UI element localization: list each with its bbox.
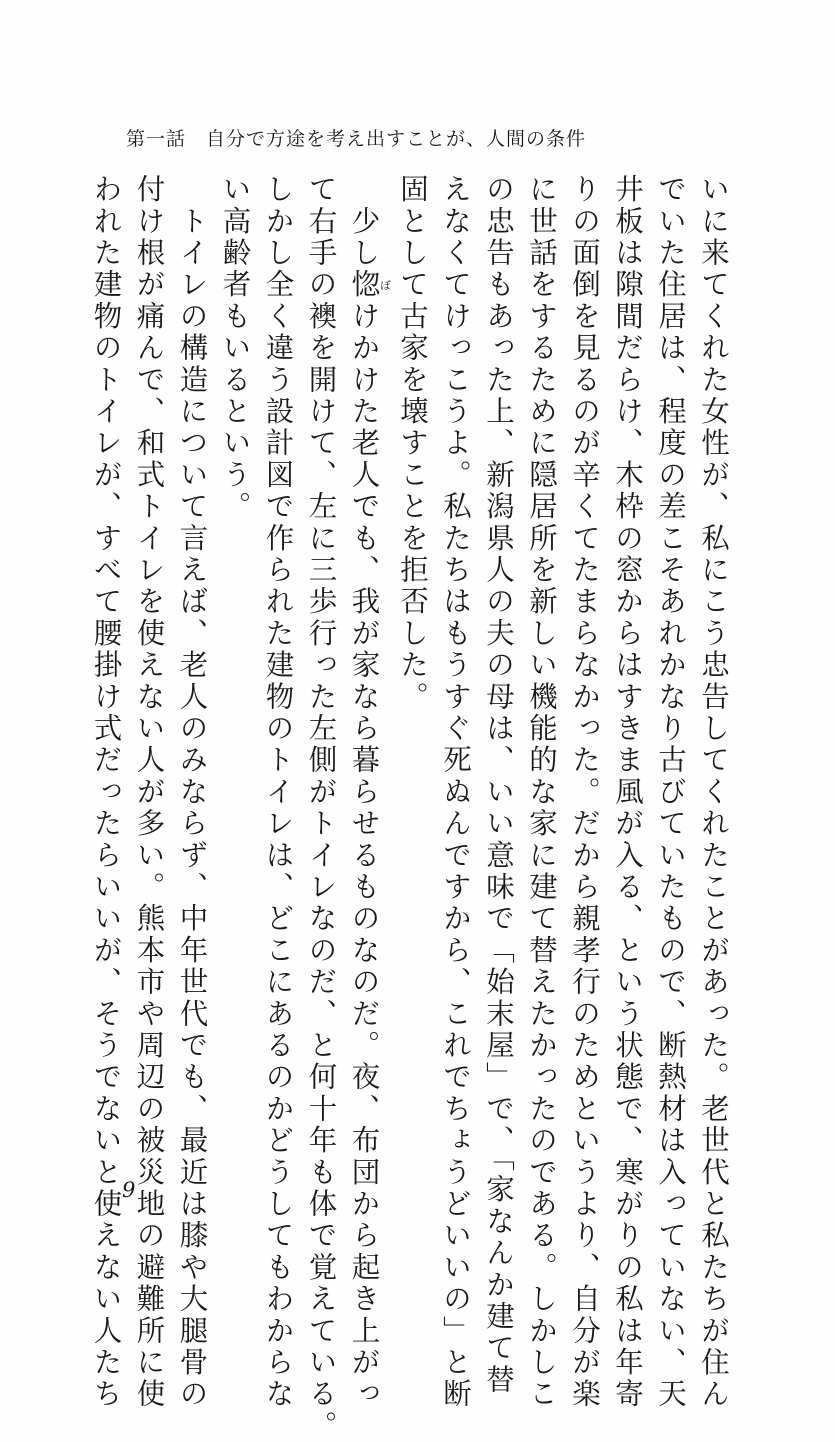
page-number: 9 [122, 1178, 136, 1202]
text-column: われた建物のトイレが、すべて腰掛け式だったらいいが、そうでないと使えない人たち [89, 174, 123, 1411]
text-column: て右手の襖を開けて、左に三歩行った左側がトイレなのだ、と何十年も体で覚えている。 [304, 174, 338, 1442]
running-head: 第一話 自分で方途を考え出すことが、人間の条件 [126, 128, 587, 150]
ruby-reading: ぼ [378, 269, 392, 301]
ruby-base: 惚 [347, 269, 381, 301]
text-column: に世話をするために隠居所を新しい機能的な家に建て替えたかったのである。しかしこ [525, 174, 558, 1411]
text-column: 固として古家を壊すことを拒否した。 [396, 174, 429, 713]
col8-before: 少し [347, 174, 381, 270]
text-column: いに来てくれた女性が、私にこう忠告してくれたことがあった。老世代と私たちが住ん [697, 174, 730, 1411]
text-column: の忠告もあった上、新潟県人の夫の母は、いい意味で「始末屋」で、「家なんか建て替 [482, 174, 515, 1397]
text-column: しかし全く違う設計図で作られた建物のトイレは、どこにあるのかどうしてもわからな [261, 174, 295, 1411]
body-text [89, 174, 735, 1442]
text-column: トイレの構造について言えば、老人のみならず、中年世代でも、最近は膝や大腿骨の [175, 174, 209, 1411]
ruby-annotation [347, 269, 392, 301]
text-column: 井板は隙間だらけ、木枠の窓からはすきま風が入る、という状態で、寒がりの私は年寄 [611, 174, 644, 1411]
text-column: りの面倒を見るのが辛くてたまらなかった。だから親孝行のためというより、自分が楽 [568, 174, 601, 1411]
text-column: い高齢者もいるという。 [218, 174, 252, 523]
text-column: えなくてけっこうよ。私たちはもうすぐ死ぬんですから、これでちょうどいいの」と断 [439, 174, 472, 1411]
col8-after: けかけた老人でも、我が家なら暮らせるものなのだ。夜、布団から起き上がっ [347, 300, 381, 1411]
text-column-with-ruby [343, 174, 392, 1411]
text-column: 付け根が痛んで、和式トイレを使えない人が多い。熊本市や周辺の被災地の避難所に使 [132, 174, 166, 1411]
text-column: でいた住居は、程度の差こそあれかなり古びていたもので、断熱材は入っていない、天 [654, 174, 687, 1411]
